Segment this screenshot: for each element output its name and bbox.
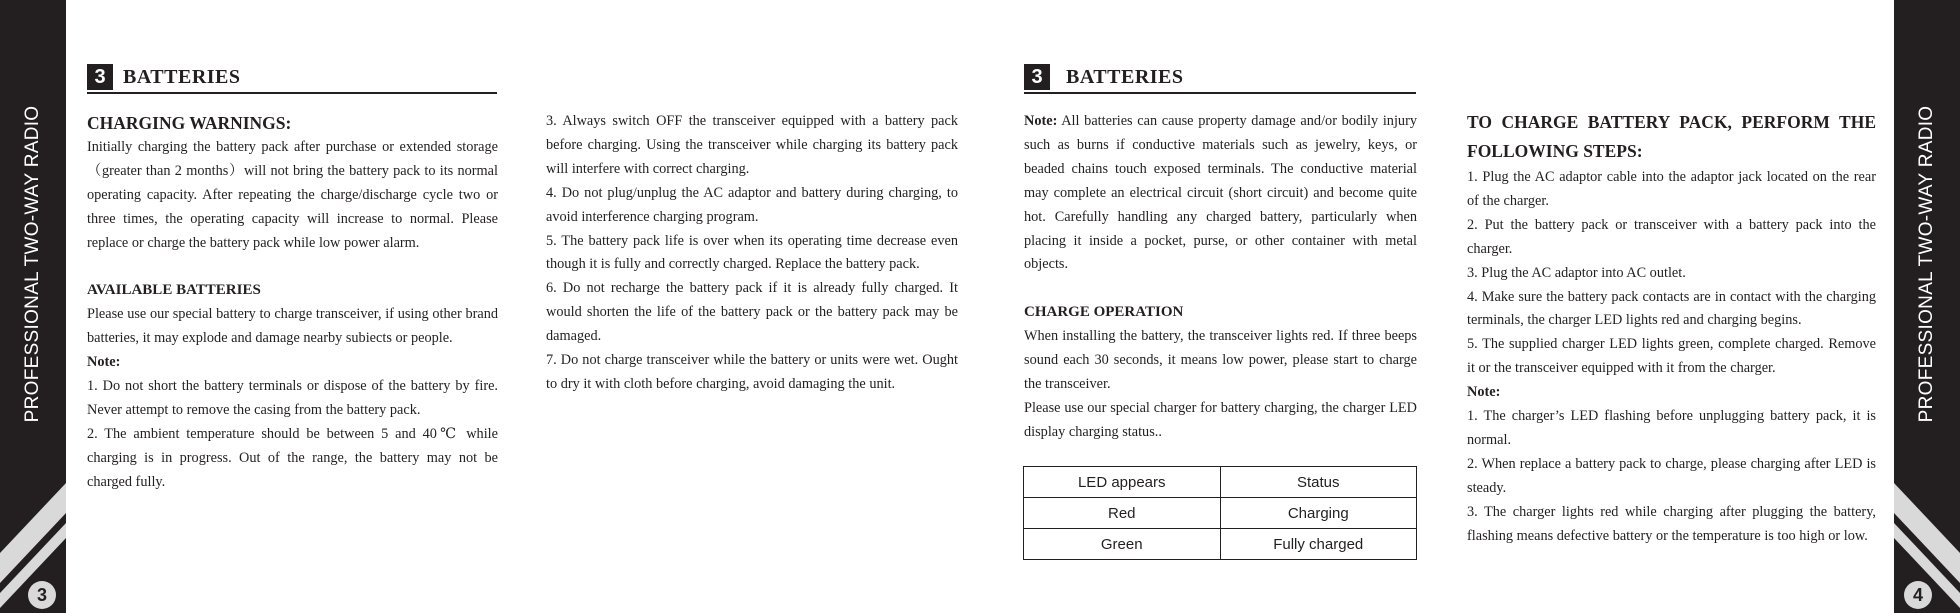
table-header-cell: Status — [1220, 467, 1417, 498]
left-side-label: PROFESSIONAL TWO-WAY RADIO — [22, 105, 43, 423]
safety-note — [1024, 110, 1417, 277]
available-batteries-text: Please use our special battery to charge transceiver, if using other brand batteries, it may explode and damage nearby subiects or people. — [87, 306, 498, 347]
note-label: Note: — [1024, 113, 1058, 129]
charge-operation-text: When installing the battery, the transceiver lights red. If three beeps sound each 30 seconds, it means low power, please start to charge the transceiver. — [1024, 328, 1417, 392]
section-header-right — [1024, 62, 1416, 94]
warning-item: 3. Always switch OFF the transceiver equipped with a battery pack before charging. Using the transceiver while charging its battery pack will interfere with correct charging. — [546, 113, 958, 177]
note-item: 3. The charger lights red while charging after plugging the battery, flashing means defective battery or the temperature is too high or low. — [1467, 503, 1876, 544]
charging-warnings-text: Initially charging the battery pack after purchase or extended storage（greater than 2 months）will not bring the battery pack to its normal operating capacity. After repeating the charge/discharge cycle two or three times, the operating capacity will increase to normal. Please replace or charge the battery pack while low power alarm. — [87, 139, 498, 251]
table-header-row — [1024, 467, 1417, 498]
charge-step: 5. The supplied charger LED lights green, complete charged. Remove it or the transceiver equipped with it from the charger. — [1467, 336, 1876, 377]
table-cell: Red — [1024, 498, 1221, 529]
available-batteries-heading: AVAILABLE BATTERIES — [87, 282, 261, 299]
table-header-cell: LED appears — [1024, 467, 1221, 498]
section-number-badge: 3 — [1024, 64, 1050, 90]
table-cell: Green — [1024, 529, 1221, 560]
column-4 — [1467, 108, 1876, 549]
section-header-left — [87, 62, 497, 94]
charge-steps-heading: TO CHARGE BATTERY PACK, PERFORM THE FOLLOWING STEPS: — [1467, 112, 1876, 161]
table-row — [1024, 529, 1417, 560]
section-title: BATTERIES — [123, 66, 241, 88]
page-number-left: 3 — [28, 581, 56, 609]
left-side-bar — [0, 0, 66, 613]
table-cell: Charging — [1220, 498, 1417, 529]
warning-item: 4. Do not plug/unplug the AC adaptor and battery during charging, to avoid interference charging program. — [546, 184, 958, 225]
charge-operation-text: Please use our special charger for battery charging, the charger LED display charging status.. — [1024, 399, 1417, 440]
note-item: 2. When replace a battery pack to charge, please charging after LED is steady. — [1467, 455, 1876, 496]
right-side-label: PROFESSIONAL TWO-WAY RADIO — [1916, 105, 1937, 423]
note-item: 2. The ambient temperature should be between 5 and 40℃ while charging is in progress. Out of the range, the battery may not be charged fully. — [87, 425, 498, 490]
warning-item: 6. Do not recharge the battery pack if it is already fully charged. It would shorten the life of the battery pack or the battery pack may be damaged. — [546, 280, 958, 345]
note-item: 1. The charger’s LED flashing before unplugging battery pack, it is normal. — [1467, 408, 1876, 448]
charge-step: 1. Plug the AC adaptor cable into the adaptor jack located on the rear of the charger. — [1467, 169, 1876, 209]
safety-note-text: All batteries can cause property damage and/or bodily injury such as burns if conductive materials such as jewelry, keys, or beaded chains touch exposed terminals. The conductive material may complete an electrical circuit (short circuit) and become quite hot. Carefully handling any charged battery, particularly when placing it inside a pocket, purse, or other container with metal objects. — [1024, 113, 1417, 273]
note-label: Note: — [87, 354, 121, 371]
column-3 — [1024, 110, 1417, 445]
note-item: 1. Do not short the battery terminals or dispose of the battery by fire. Never attempt to remove the casing from the battery pack. — [87, 378, 498, 418]
charge-step: 2. Put the battery pack or transceiver with a battery pack into the charger. — [1467, 216, 1876, 257]
warning-item: 5. The battery pack life is over when its operating time decrease even though it is fully and correctly charged. Replace the battery pack. — [546, 232, 958, 273]
led-status-table — [1023, 466, 1417, 560]
charge-step: 4. Make sure the battery pack contacts are in contact with the charging terminals, the charger LED lights red and charging begins. — [1467, 288, 1876, 329]
section-number-badge: 3 — [87, 64, 113, 90]
section-title: BATTERIES — [1066, 66, 1184, 88]
right-side-bar — [1894, 0, 1960, 613]
table-cell: Fully charged — [1220, 529, 1417, 560]
warning-item: 7. Do not charge transceiver while the battery or units were wet. Ought to dry it with cloth before charging, avoid damaging the unit. — [546, 352, 958, 392]
table-row — [1024, 498, 1417, 529]
page-number-right: 4 — [1904, 581, 1932, 609]
column-1 — [87, 110, 498, 495]
note-label: Note: — [1467, 384, 1501, 401]
charge-step: 3. Plug the AC adaptor into AC outlet. — [1467, 264, 1686, 281]
charge-operation-heading: CHARGE OPERATION — [1024, 304, 1184, 321]
charging-warnings-heading: CHARGING WARNINGS: — [87, 113, 292, 133]
column-2 — [546, 110, 958, 397]
